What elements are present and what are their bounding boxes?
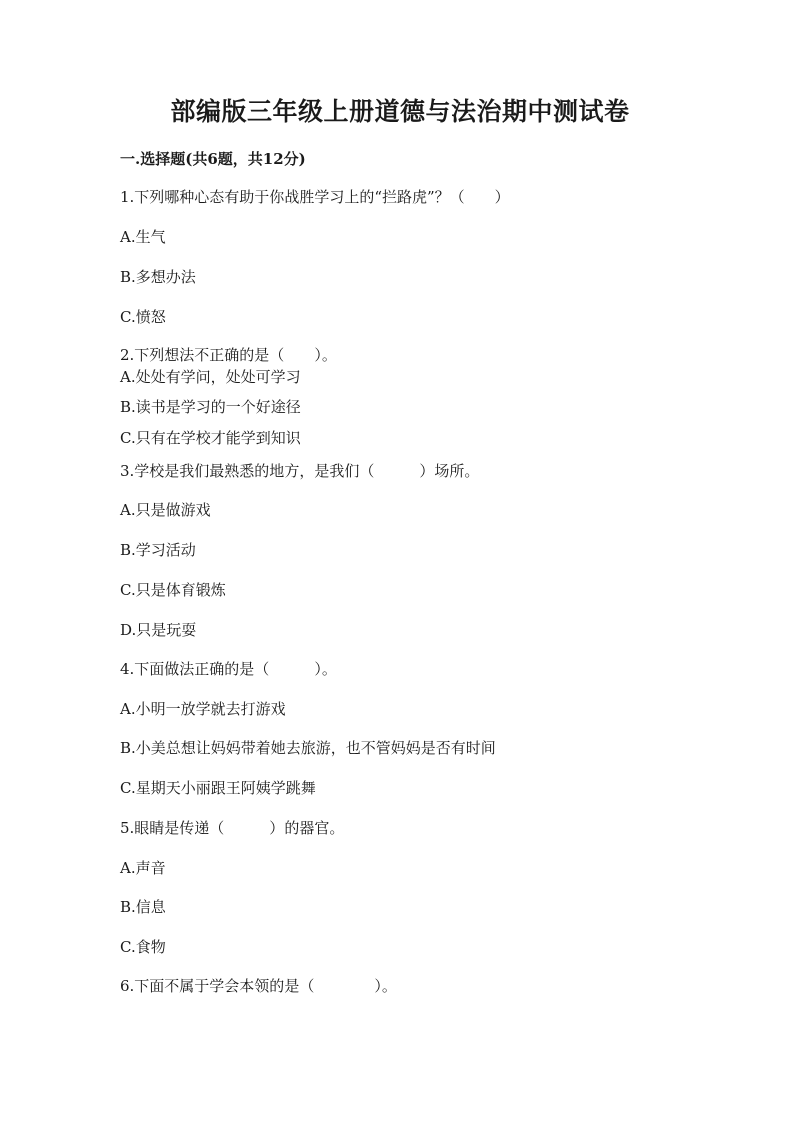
question-5-option-b: B.信息 bbox=[120, 898, 166, 916]
question-4-stem: 4.下面做法正确的是（ ）。 bbox=[120, 660, 337, 678]
page-title: 部编版三年级上册道德与法治期中测试卷 bbox=[170, 97, 630, 126]
question-2-option-c: C.只有在学校才能学到知识 bbox=[120, 429, 301, 447]
question-2-option-a: A.处处有学问，处处可学习 bbox=[120, 368, 301, 386]
section-heading: 一.选择题(共6题，共12分) bbox=[120, 150, 306, 168]
question-3-option-c: C.只是体育锻炼 bbox=[120, 581, 226, 599]
question-2-stem: 2.下列想法不正确的是（ ）。 bbox=[120, 346, 337, 364]
question-4-option-a: A.小明一放学就去打游戏 bbox=[120, 700, 286, 718]
question-4-option-c: C.星期天小丽跟王阿姨学跳舞 bbox=[120, 779, 316, 797]
question-1-option-b: B.多想办法 bbox=[120, 268, 196, 286]
question-3-option-d: D.只是玩耍 bbox=[120, 621, 197, 639]
question-1-option-c: C.愤怒 bbox=[120, 308, 166, 326]
question-3-option-b: B.学习活动 bbox=[120, 541, 196, 559]
question-5-option-c: C.食物 bbox=[120, 938, 166, 956]
question-3-option-a: A.只是做游戏 bbox=[120, 501, 211, 519]
question-6-stem: 6.下面不属于学会本领的是（ ）。 bbox=[120, 977, 397, 995]
question-5-option-a: A.声音 bbox=[120, 859, 166, 877]
question-2-option-b: B.读书是学习的一个好途径 bbox=[120, 398, 301, 416]
question-1-stem: 1.下列哪种心态有助于你战胜学习上的“拦路虎”？（ ） bbox=[120, 188, 510, 206]
question-1-option-a: A.生气 bbox=[120, 228, 166, 246]
question-4-option-b: B.小美总想让妈妈带着她去旅游，也不管妈妈是否有时间 bbox=[120, 739, 496, 757]
question-5-stem: 5.眼睛是传递（ ）的器官。 bbox=[120, 819, 345, 837]
question-3-stem: 3.学校是我们最熟悉的地方，是我们（ ）场所。 bbox=[120, 462, 480, 480]
